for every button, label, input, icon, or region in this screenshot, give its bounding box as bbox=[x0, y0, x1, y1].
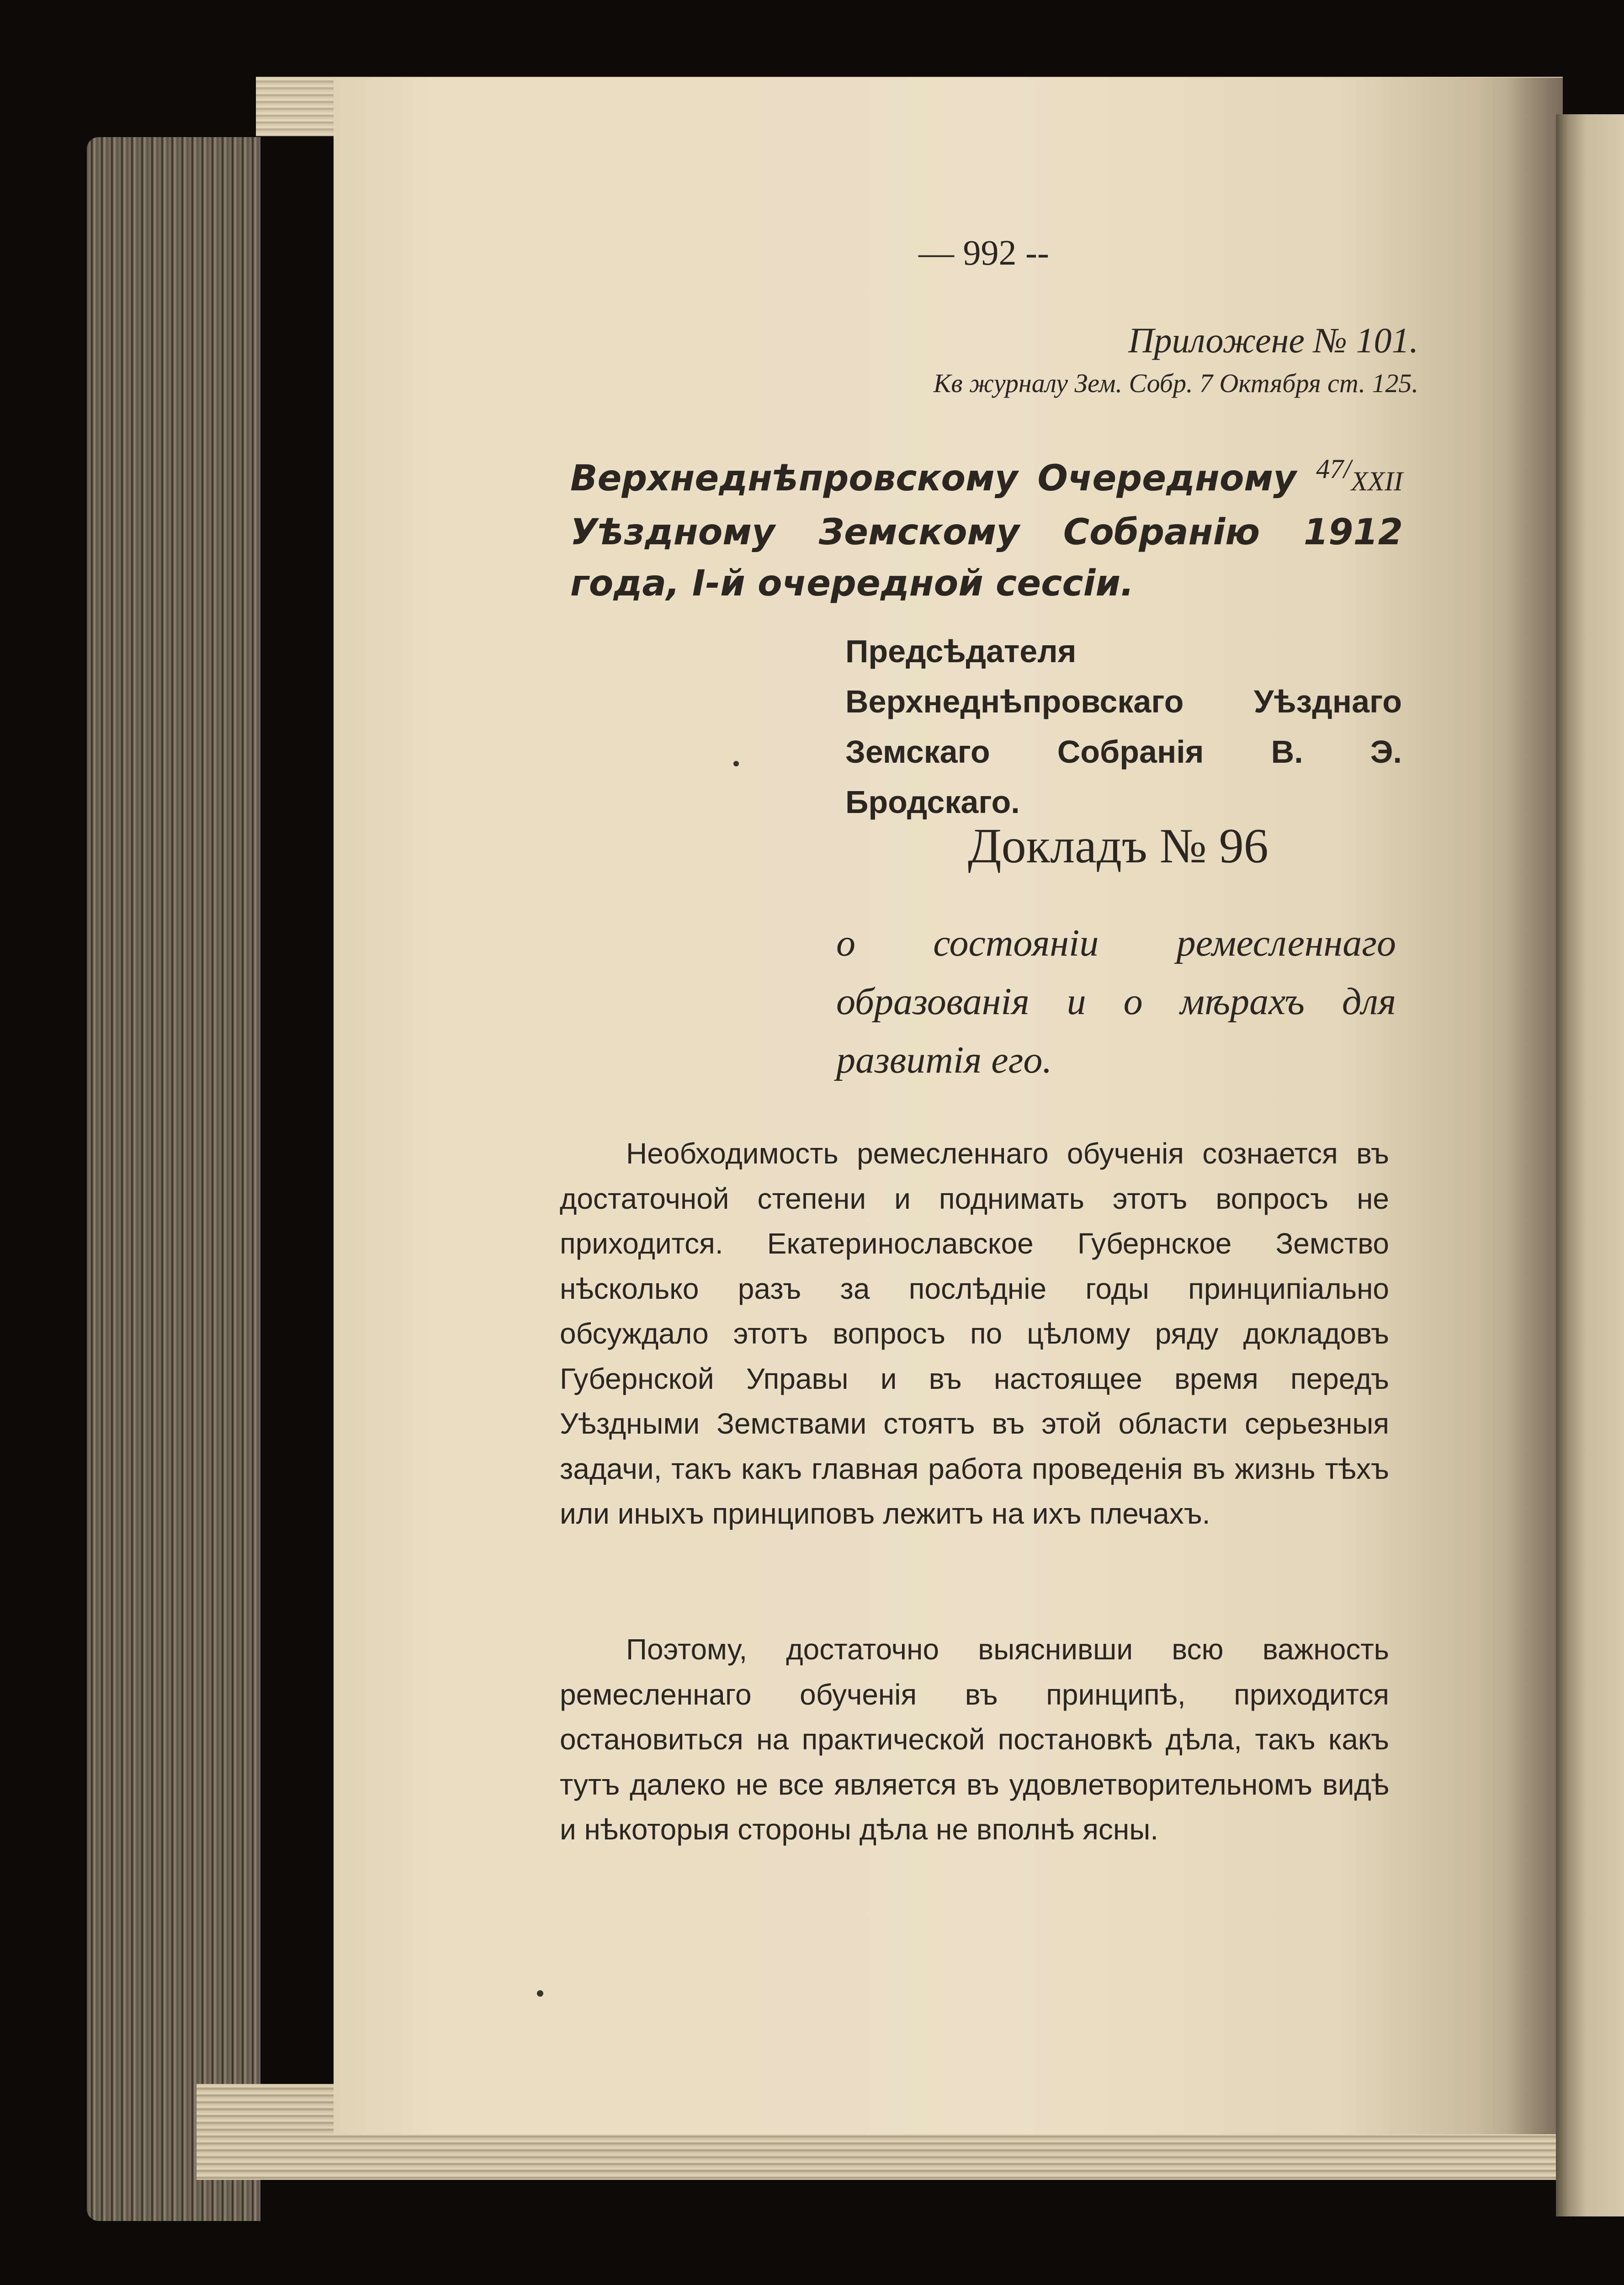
addressee-fraction: 47/ bbox=[1316, 454, 1351, 484]
paper-speck bbox=[537, 1990, 543, 1997]
report-subject: о состояніи ремесленнаго образованія и о мѣрахъ для развитія его. bbox=[836, 922, 1396, 1081]
facing-page-edge bbox=[1556, 114, 1624, 2216]
paper-speck bbox=[733, 761, 739, 766]
report-title: Докладъ № 96 bbox=[968, 819, 1268, 873]
addressee-lead: Верхнеднѣпровскому Очередному bbox=[570, 458, 1297, 499]
journal-reference: Кв журналу Зем. Собр. 7 Октября ст. 125. bbox=[933, 368, 1418, 398]
body-paragraph-2: Поэтому, достаточно выяснивши всю важность ремесленнаго обученія въ принципѣ, приходится остановиться на практической постановкѣ дѣла, такъ какъ тутъ далеко не все является въ удовлетворительномъ видѣ и нѣкоторыя стороны дѣла не вполнѣ ясны. bbox=[560, 1633, 1389, 1846]
addressee-heading bbox=[570, 443, 1403, 609]
appendix-label: Приложене № 101. bbox=[1128, 320, 1418, 360]
page-number: — 992 -- bbox=[918, 233, 1049, 272]
book-gutter-shadow bbox=[1508, 78, 1563, 2134]
addressee-roman-numeral: XXII bbox=[1351, 466, 1403, 496]
addressee-rest: Уѣздному Земскому Собранію 1912 года, I-й очередной сессіи. bbox=[570, 512, 1403, 604]
book-page-edges-left bbox=[87, 137, 260, 2221]
body-paragraph-1: Необходимость ремесленнаго обученія сознается въ достаточной степени и поднимать этотъ вопросъ не приходится. Екатеринославское Губернское Земство нѣсколько разъ за послѣдніе годы принципіально обсуждало этотъ вопросъ по цѣлому ряду докладовъ Губернской Управы и въ настоящее время передъ Уѣздными Земствами стоятъ въ этой области серьезныя задачи, такъ какъ главная работа проведенія въ жизнь тѣхъ или иныхъ принциповъ лежитъ на ихъ плечахъ. bbox=[560, 1137, 1389, 1530]
chairman-heading: Предсѣдателя Верхнеднѣпровскаго Уѣзднаго Земскаго Собранія В. Э. Бродскаго. bbox=[845, 633, 1402, 820]
